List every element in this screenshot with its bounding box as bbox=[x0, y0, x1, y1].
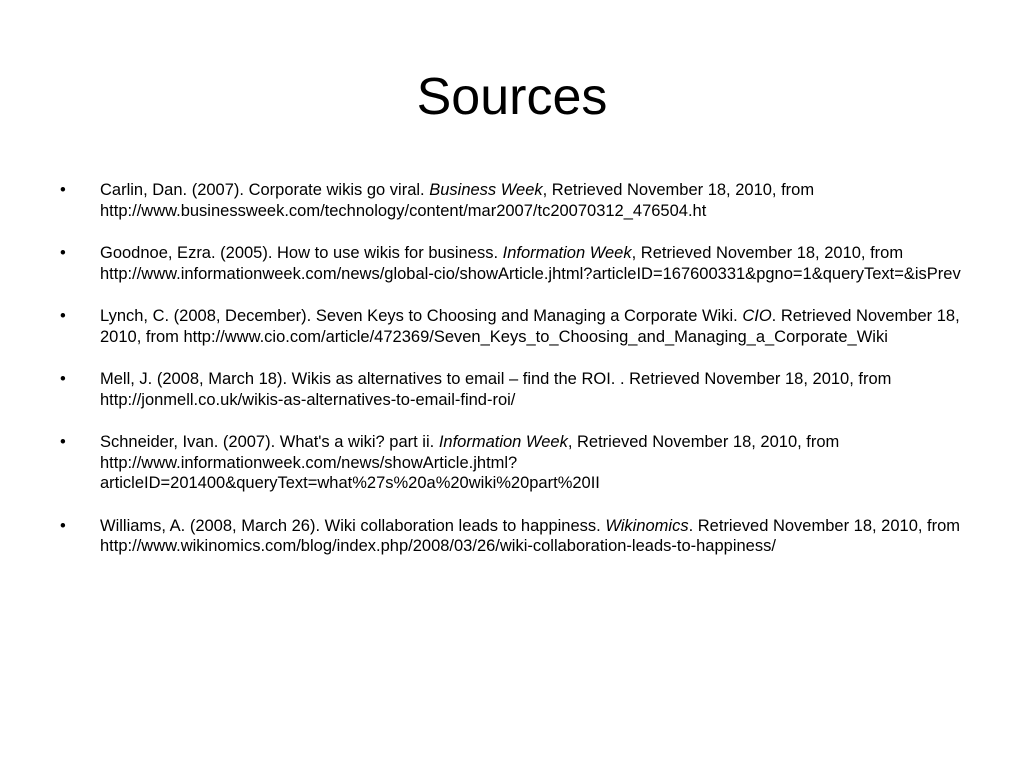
slide-title: Sources bbox=[416, 68, 608, 126]
reference-item bbox=[60, 306, 970, 347]
reference-publication: Information Week bbox=[438, 433, 568, 451]
reference-retrieval: , Retrieved November 18, 2010, from http://www.businessweek.com/technology/content/mar2007/tc20070312_476504.ht bbox=[100, 181, 815, 220]
bullet-icon: • bbox=[60, 433, 66, 451]
reference-text: Goodnoe, Ezra. (2005). How to use wikis for business. bbox=[100, 244, 503, 262]
bullet-icon: • bbox=[60, 244, 66, 262]
reference-item bbox=[60, 432, 970, 494]
reference-publication: CIO bbox=[742, 307, 772, 325]
reference-publication: Business Week bbox=[429, 181, 543, 199]
reference-publication: Information Week bbox=[502, 244, 632, 262]
bullet-icon: • bbox=[60, 370, 66, 388]
bullet-icon: • bbox=[60, 516, 66, 535]
bullet-icon: • bbox=[60, 307, 66, 325]
reference-item bbox=[60, 369, 970, 410]
bullet-icon: • bbox=[60, 181, 66, 199]
reference-text: Carlin, Dan. (2007). Corporate wikis go viral. bbox=[100, 181, 430, 199]
reference-item bbox=[60, 180, 970, 221]
reference-retrieval: . Retrieved November 18, 2010, from http://www.wikinomics.com/blog/index.php/2008/03/26/wiki-collaboration-leads-to-happiness/ bbox=[100, 516, 961, 555]
reference-item bbox=[60, 243, 970, 284]
reference-retrieval: . Retrieved November 18, 2010, from http://www.cio.com/article/472369/Seven_Keys_to_Choosing_and_Managing_a_Corporate_Wiki bbox=[100, 307, 960, 346]
reference-retrieval: , Retrieved November 18, 2010, from http://www.informationweek.com/news/showArticle.jhtml?articleID=201400&queryText=what%27s%20a%20wiki%20part%20II bbox=[100, 433, 840, 492]
reference-text: Schneider, Ivan. (2007). What's a wiki? part ii. bbox=[100, 433, 439, 451]
reference-text: Mell, J. (2008, March 18). Wikis as alternatives to email – find the ROI. . Retrieved November 18, 2010, from http://jonmell.co.uk/wikis-as-alternatives-to-email-find-roi/ bbox=[100, 370, 892, 409]
reference-text: Williams, A. (2008, March 26). Wiki collaboration leads to happiness. bbox=[100, 516, 606, 535]
reference-item bbox=[60, 516, 970, 557]
reference-text: Lynch, C. (2008, December). Seven Keys to Choosing and Managing a Corporate Wiki. bbox=[100, 307, 743, 325]
reference-list bbox=[60, 180, 970, 579]
reference-retrieval: , Retrieved November 18, 2010, from http://www.informationweek.com/news/global-cio/showArticle.jhtml?articleID=167600331&pgno=1&queryText=&isPrev bbox=[100, 244, 961, 283]
reference-publication: Wikinomics bbox=[605, 516, 689, 535]
